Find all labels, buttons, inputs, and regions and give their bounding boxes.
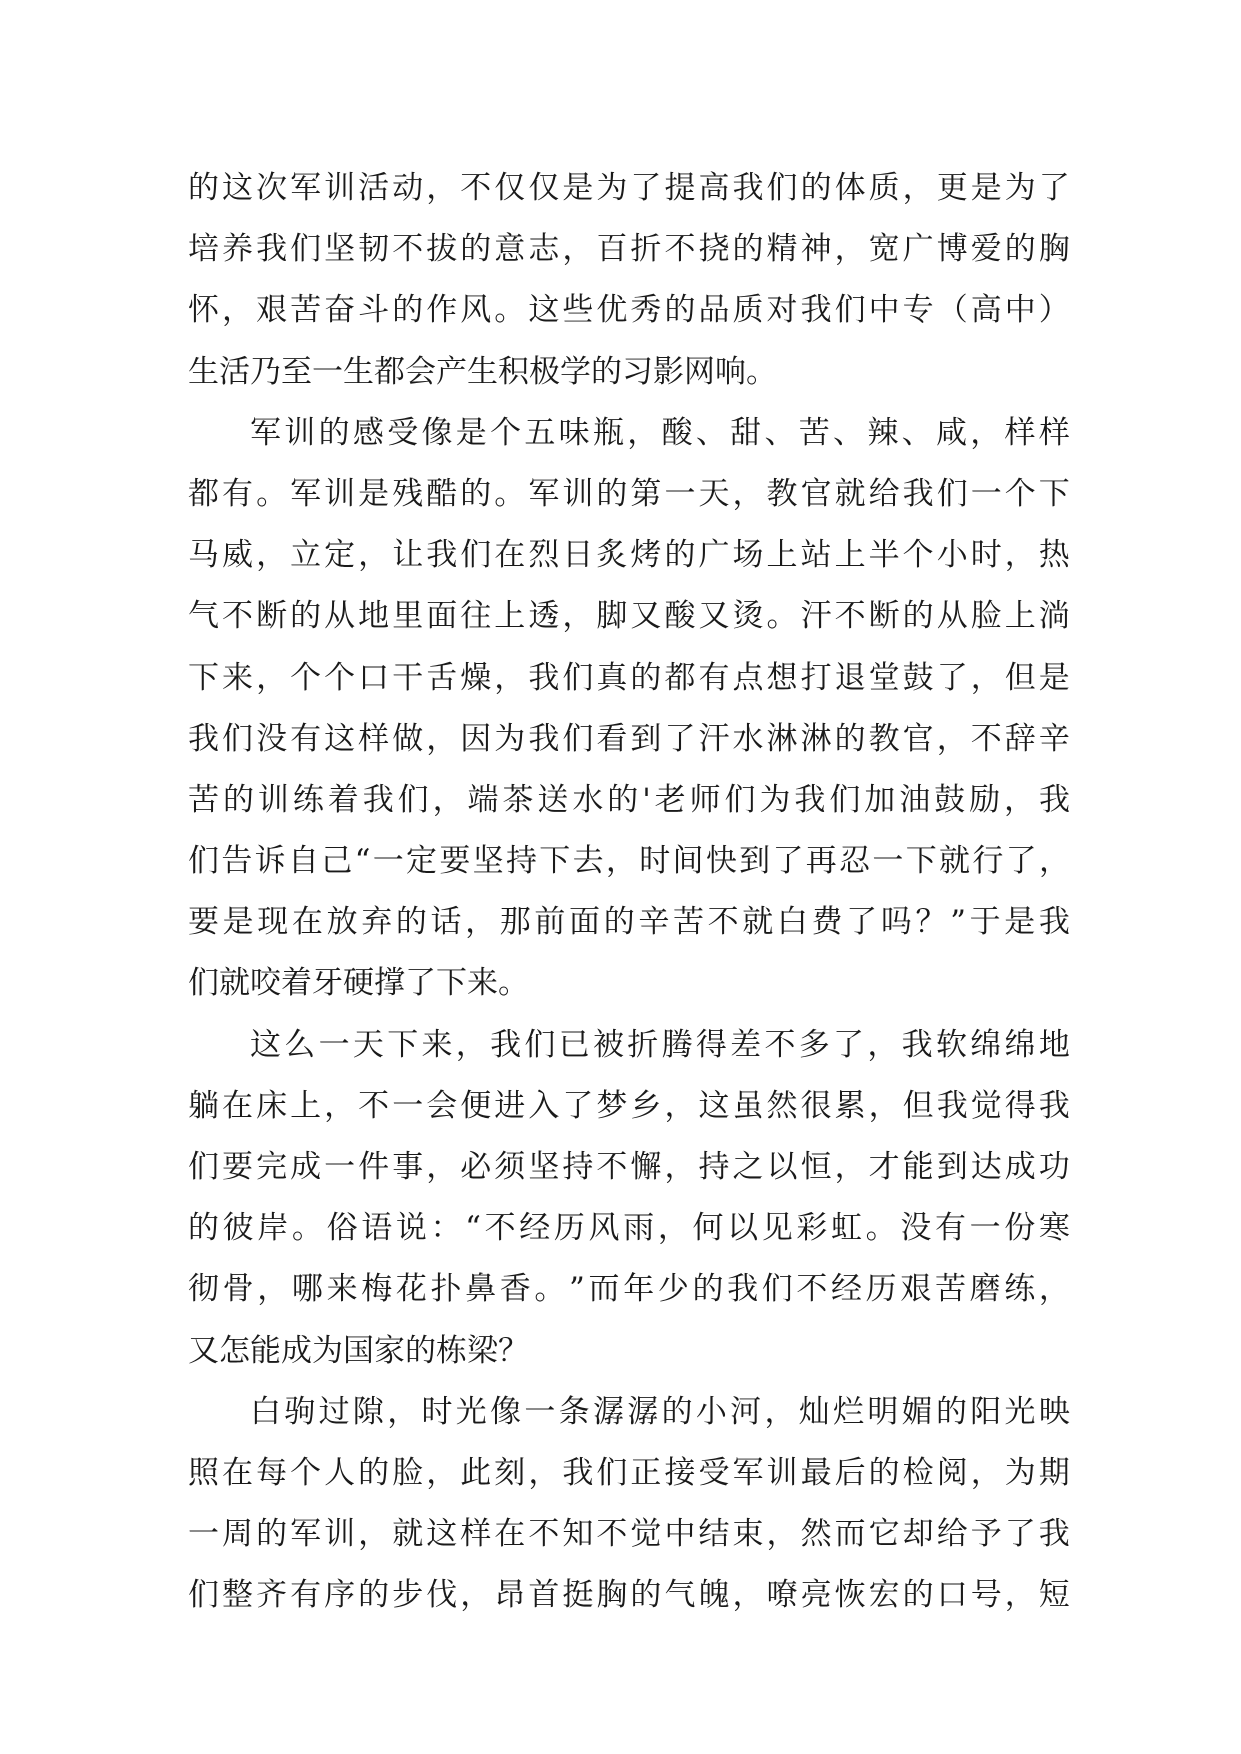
text-line: 气 不 断 的 从 地 里 面 往 上 透 ， 脚 又 酸 又 烫 。 汗 不 断 的 从 脸 上 淌: [188, 598, 1070, 635]
text-line: 们 告 诉 自 己 “ 一 定 要 坚 持 下 去 ， 时 间 快 到 了 再 忍 一 下 就 行 了 ，: [188, 843, 1070, 880]
document-body: [188, 158, 1070, 1627]
text-line: 军 训 的 感 受 像 是 个 五 味 瓶 ， 酸 、 甜 、 苦 、 辣 、 咸 ， 样 样: [250, 414, 1070, 451]
text-line: 这 么 一 天 下 来 ， 我 们 已 被 折 腾 得 差 不 多 了 ， 我 软 绵 绵 地: [250, 1026, 1070, 1063]
text-line: 培 养 我 们 坚 韧 不 拔 的 意 志 ， 百 折 不 挠 的 精 神 ， 宽 广 博 爱 的 胸: [188, 231, 1070, 268]
text-line: 照 在 每 个 人 的 脸 ， 此 刻 ， 我 们 正 接 受 军 训 最 后 的 检 阅 ， 为 期: [188, 1454, 1070, 1491]
text-line: 一 周 的 军 训 ， 就 这 样 在 不 知 不 觉 中 结 束 ， 然 而 它 却 给 予 了 我: [188, 1516, 1070, 1553]
text-line: 的 这 次 军 训 活 动 ， 不 仅 仅 是 为 了 提 高 我 们 的 体 质 ， 更 是 为 了: [188, 170, 1070, 206]
text-line: 下 来 ， 个 个 口 干 舌 燥 ， 我 们 真 的 都 有 点 想 打 退 堂 鼓 了 ， 但 是: [188, 659, 1070, 696]
text-line: 生 活 乃 至 一 生 都 会 产 生 积 极 学 的 习 影 网 响 。: [188, 353, 777, 390]
text-line: 怀 ， 艰 苦 奋 斗 的 作 风 。 这 些 优 秀 的 品 质 对 我 们 中 专 （ 高 中 ）: [188, 292, 1070, 329]
text-line: 又 怎 能 成 为 国 家 的 栋 梁 ？: [188, 1332, 529, 1369]
text-line: 白 驹 过 隙 ， 时 光 像 一 条 潺 潺 的 小 河 ， 灿 烂 明 媚 的 阳 光 映: [250, 1393, 1070, 1430]
text-line: 的 彼 岸 。 俗 语 说 ： “ 不 经 历 风 雨 ， 何 以 见 彩 虹 。 没 有 一 份 寒: [188, 1210, 1070, 1247]
text-line: 苦 的 训 练 着 我 们 ， 端 茶 送 水 的 ' 老 师 们 为 我 们 加 油 鼓 励 ， 我: [188, 781, 1070, 818]
text-line: 们 整 齐 有 序 的 步 伐 ， 昂 首 挺 胸 的 气 魄 ， 嘹 亮 恢 宏 的 口 号 ， 短: [188, 1577, 1070, 1614]
text-line: 马 威 ， 立 定 ， 让 我 们 在 烈 日 炙 烤 的 广 场 上 站 上 半 个 小 时 ， 热: [188, 537, 1070, 574]
text-line: 们 就 咬 着 牙 硬 撑 了 下 来 。: [188, 965, 529, 1002]
text-line: 我 们 没 有 这 样 做 ， 因 为 我 们 看 到 了 汗 水 淋 淋 的 教 官 ， 不 辞 辛: [188, 720, 1070, 757]
text-line: 都 有 。 军 训 是 残 酷 的 。 军 训 的 第 一 天 ， 教 官 就 给 我 们 一 个 下: [188, 475, 1070, 512]
text-line: 要 是 现 在 放 弃 的 话 ， 那 前 面 的 辛 苦 不 就 白 费 了 吗 ？ ” 于 是 我: [188, 904, 1070, 941]
text-line: 彻 骨 ， 哪 来 梅 花 扑 鼻 香 。 ” 而 年 少 的 我 们 不 经 历 艰 苦 磨 练 ，: [188, 1271, 1070, 1308]
text-line: 们 要 完 成 一 件 事 ， 必 须 坚 持 不 懈 ， 持 之 以 恒 ， 才 能 到 达 成 功: [188, 1149, 1070, 1185]
text-line: 躺 在 床 上 ， 不 一 会 便 进 入 了 梦 乡 ， 这 虽 然 很 累 ， 但 我 觉 得 我: [188, 1087, 1070, 1124]
